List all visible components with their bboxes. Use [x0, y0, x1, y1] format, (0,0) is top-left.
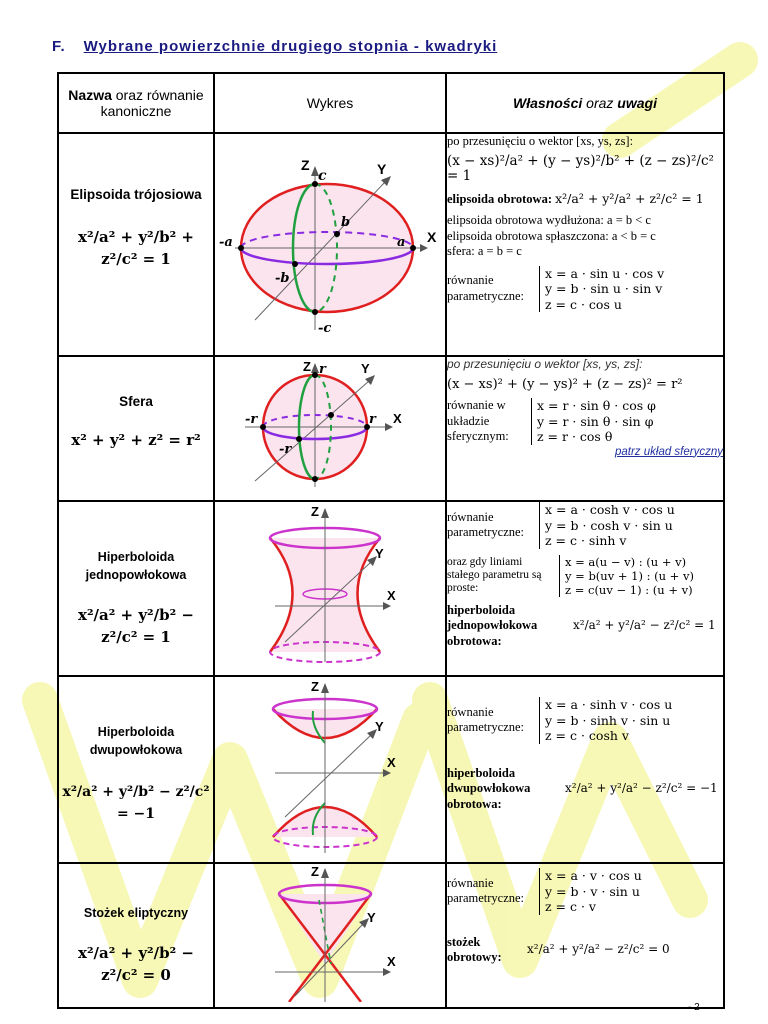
rotation-label: elipsoida obrotowa: — [447, 191, 552, 206]
label-negc: -c — [318, 321, 332, 336]
page-number: - 2 — [688, 1002, 700, 1013]
canonical-equation: x²/a² + y²/b² − z²/c² = 1 — [78, 606, 194, 646]
axis-label-y: Y — [361, 361, 370, 376]
table-row — [58, 501, 724, 676]
props-cell — [446, 356, 724, 501]
label-c: c — [318, 168, 327, 184]
label-negr: -r — [245, 412, 258, 427]
canonical-equation: x² + y² + z² = r² — [71, 431, 201, 449]
rotation-label: hiperboloida dwupowłokowa obrotowa: — [447, 765, 531, 811]
rotation-label: hiperboloida jednopowłokowa obrotowa: — [447, 602, 538, 648]
label-nega: -a — [219, 235, 233, 250]
param-label: równanie parametryczne: — [447, 509, 525, 540]
hyperboloid-two-sheet-plot — [215, 677, 445, 857]
section-title: Wybrane powierzchnie drugiego stopnia - kwadryki — [83, 38, 498, 55]
table-row — [58, 356, 724, 501]
plot-cell — [214, 501, 446, 676]
rotation-equation: x²/a² + y²/a² − z²/c² = 1 — [573, 618, 716, 632]
param-x: x = r · sin θ · cos φ — [537, 398, 656, 413]
table-row — [58, 863, 724, 1008]
param-z: z = c · sinh v — [545, 533, 627, 548]
param-z: z = c · cosh v — [545, 728, 629, 743]
plot-cell — [214, 863, 446, 1008]
param-label: równanie w układzie sferycznym: — [447, 398, 509, 443]
lines-z: z = c(uv − 1) : (u + v) — [565, 582, 693, 597]
quadrics-table — [57, 72, 725, 1009]
param-label: równanie parametryczne: — [447, 875, 525, 906]
axis-label-z: Z — [303, 359, 311, 374]
shift-text: po przesunięciu o wektor [xs, ys, zs]: — [447, 134, 634, 148]
oblate-text: elipsoida obrotowa spłaszczona: a < b = c — [447, 228, 656, 243]
axis-label-y: Y — [375, 719, 384, 734]
surface-name: Hiperboloida dwupowłokowa — [89, 725, 183, 757]
axis-label-x: X — [387, 954, 396, 969]
lines-label: oraz gdy liniami stałego parametru są proste: — [447, 556, 542, 594]
table-header-row — [58, 73, 724, 133]
axis-label-z: Z — [301, 157, 310, 173]
prolate-text: elipsoida obrotowa wydłużona: a = b < c — [447, 213, 651, 227]
param-z: z = c · v — [545, 899, 596, 914]
surface-name: Stożek eliptyczny — [83, 906, 189, 920]
param-x: x = a · cosh v · cos u — [545, 502, 675, 517]
plot-cell — [214, 133, 446, 356]
param-x: x = a · v · cos u — [545, 868, 642, 883]
axis-label-z: Z — [311, 679, 319, 694]
name-cell — [58, 676, 214, 863]
label-r2: r — [369, 412, 376, 427]
header-props-bold1: Własności — [513, 95, 583, 111]
param-y: y = b · sinh v · sin u — [545, 712, 671, 728]
rotation-label: stożek obrotowy: — [447, 934, 502, 964]
param-label: równanie parametryczne: — [447, 704, 525, 735]
canonical-equation: x²/a² + y²/b² − z²/c² = −1 — [62, 784, 210, 822]
sphere-plot — [215, 357, 445, 495]
header-name-rest: oraz równanie kanoniczne — [100, 87, 204, 119]
param-z: z = c · cos u — [545, 296, 622, 312]
axis-label-y: Y — [375, 546, 384, 561]
rotation-equation: x²/a² + y²/a² − z²/c² = 0 — [527, 942, 670, 957]
header-name — [58, 73, 214, 133]
canonical-equation: x²/a² + y²/b² − z²/c² = 0 — [78, 944, 194, 984]
props-cell — [446, 863, 724, 1008]
axis-label-x: X — [387, 755, 396, 770]
param-x: x = a · sin u · cos v — [545, 265, 665, 281]
props-cell — [446, 501, 724, 676]
header-name-bold: Nazwa — [68, 87, 112, 103]
name-cell — [58, 863, 214, 1008]
hyperboloid-one-sheet-plot — [215, 502, 445, 670]
spherical-coords-link[interactable]: patrz układ sferyczny — [614, 445, 723, 458]
header-plot: Wykres — [214, 73, 446, 133]
label-r: r — [319, 362, 326, 377]
plot-cell — [214, 356, 446, 501]
axis-label-x: X — [427, 229, 437, 245]
shift-equation: (x − xs)² + (y − ys)² + (z − zs)² = r² — [447, 376, 683, 392]
lines-x: x = a(u − v) : (u + v) — [565, 554, 687, 569]
rotation-equation: x²/a² + y²/a² − z²/c² = −1 — [565, 781, 718, 795]
page-heading — [52, 38, 497, 55]
name-cell — [58, 356, 214, 501]
rotation-equation: x²/a² + y²/a² + z²/c² = 1 — [555, 190, 704, 206]
label-negb: -b — [275, 271, 290, 286]
param-z: z = r · cos θ — [537, 429, 613, 444]
shift-text: po przesunięciu o wektor [xs, ys, zs]: — [447, 357, 643, 371]
lines-y: y = b(uv + 1) : (u + v) — [565, 568, 694, 583]
axis-label-z: Z — [311, 864, 319, 879]
axis-label-y: Y — [377, 161, 387, 177]
shift-equation: (x − xs)²/a² + (y − ys)²/b² + (z − zs)²/c² = 1 — [447, 152, 714, 184]
plot-cell — [214, 676, 446, 863]
param-label: równanie parametryczne: — [447, 273, 525, 303]
surface-name: Hiperboloida jednopowłokowa — [85, 550, 187, 582]
name-cell — [58, 501, 214, 676]
table-row — [58, 676, 724, 863]
table-row — [58, 133, 724, 356]
props-cell — [446, 133, 724, 356]
sphere-text: sfera: a = b = c — [447, 244, 522, 258]
header-props-mid: oraz — [582, 95, 618, 111]
param-y: y = b · sin u · sin v — [545, 281, 663, 296]
label-b: b — [341, 215, 351, 230]
param-y: y = b · v · sin u — [545, 883, 640, 899]
axis-label-y: Y — [367, 910, 376, 925]
axis-label-x: X — [393, 411, 402, 426]
param-x: x = a · sinh v · cos u — [545, 697, 673, 712]
axis-label-z: Z — [311, 504, 319, 519]
props-cell — [446, 676, 724, 863]
section-letter: F. — [52, 38, 66, 55]
surface-name: Sfera — [119, 394, 153, 409]
param-y: y = r · sin θ · sin φ — [537, 413, 654, 429]
cone-plot — [215, 864, 445, 1002]
ellipsoid-plot — [215, 134, 445, 350]
name-cell — [58, 133, 214, 356]
param-y: y = b · cosh v · sin u — [545, 517, 673, 533]
header-props — [446, 73, 724, 133]
canonical-equation: x²/a² + y²/b² + z²/c² = 1 — [78, 228, 194, 268]
header-props-bold2: uwagi — [617, 95, 657, 111]
axis-label-x: X — [387, 588, 396, 603]
label-negr2: -r — [279, 442, 292, 457]
label-a: a — [397, 235, 406, 250]
surface-name: Elipsoida trójosiowa — [70, 187, 202, 202]
